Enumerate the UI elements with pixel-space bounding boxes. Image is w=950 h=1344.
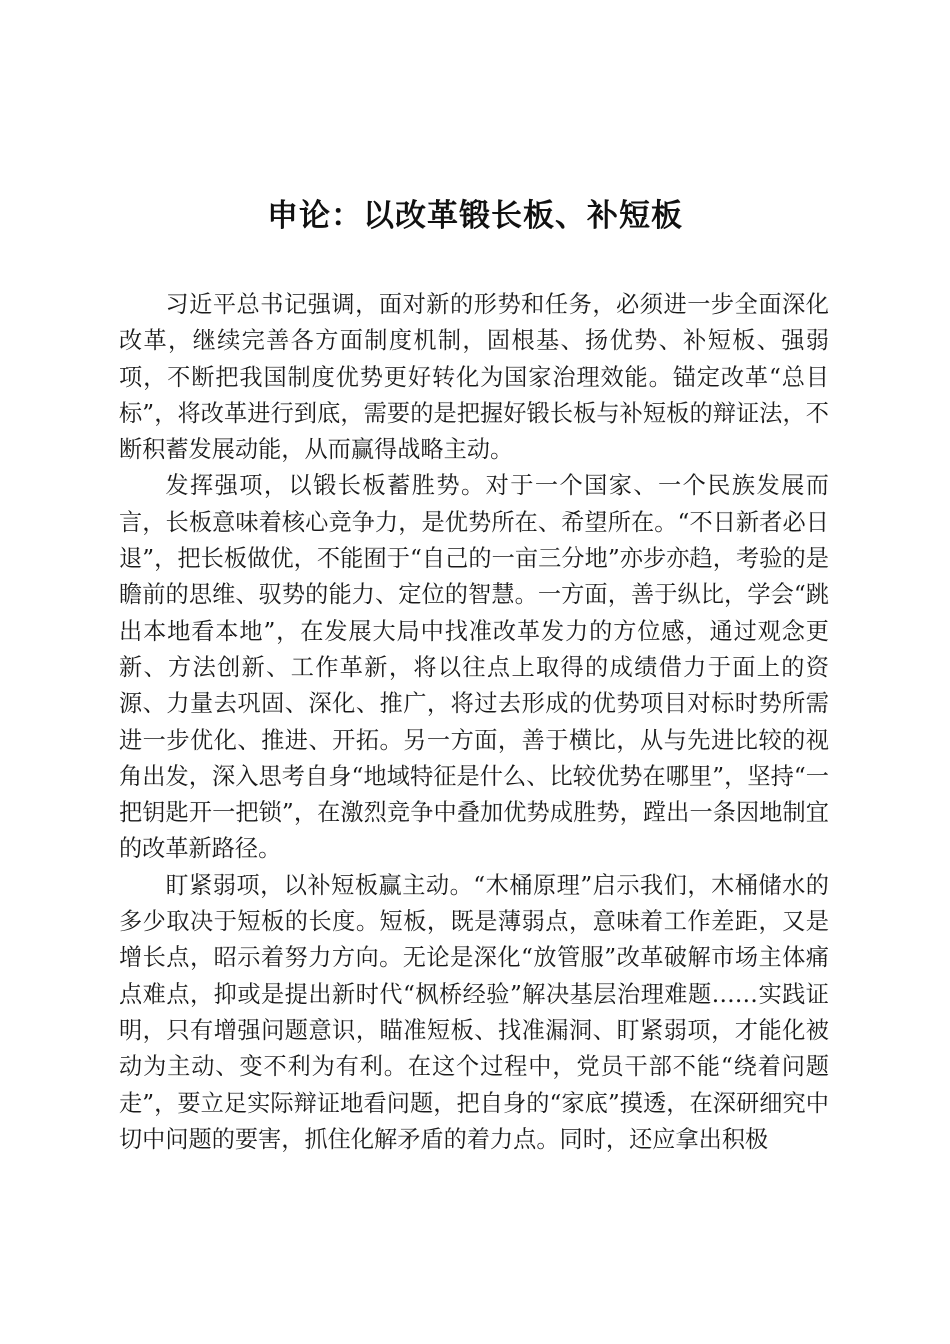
paragraph-3: 盯紧弱项，以补短板赢主动。“木桶原理”启示我们，木桶储水的多少取决于短板的长度。短板，既是薄弱点，意味着工作差距，又是增长点，昭示着努力方向。无论是深化“放管服”改革破解市场主体痛点难点，抑或是提出新时代“枫桥经验”解决基层治理难题……实践证明，只有增强问题意识，瞄准短板、找准漏洞、盯紧弱项，才能化被动为主动、变不利为有利。在这个过程中，党员干部不能“绕着问题走”，要立足实际辩证地看问题，把自身的“家底”摸透，在深研细究中切中问题的要害，抓住化解矛盾的着力点。同时，还应拿出积极 xyxy=(119,871,829,1153)
paragraph-1: 习近平总书记强调，面对新的形势和任务，必须进一步全面深化改革，继续完善各方面制度机制，固根基、扬优势、补短板、强弱项，不断把我国制度优势更好转化为国家治理效能。锚定改革“总目标”，将改革进行到底，需要的是把握好锻长板与补短板的辩证法，不断积蓄发展动能，从而赢得战略主动。 xyxy=(119,291,829,464)
document-title: 申论：以改革锻长板、补短板 xyxy=(267,198,683,234)
paragraph-2: 发挥强项，以锻长板蓄胜势。对于一个国家、一个民族发展而言，长板意味着核心竞争力，是优势所在、希望所在。“不日新者必日退”，把长板做优，不能囿于“自己的一亩三分地”亦步亦趋，考验的是瞻前的思维、驭势的能力、定位的智慧。一方面，善于纵比，学会“跳出本地看本地”，在发展大局中找准改革发力的方位感，通过观念更新、方法创新、工作革新，将以往点上取得的成绩借力于面上的资源、力量去巩固、深化、推广，将过去形成的优势项目对标时势所需进一步优化、推进、开拓。另一方面，善于横比，从与先进比较的视角出发，深入思考自身“地域特征是什么、比较优势在哪里”，坚持“一把钥匙开一把锁”，在激烈竞争中叠加优势成胜势，蹚出一条因地制宜的改革新路径。 xyxy=(119,472,829,863)
document-body xyxy=(119,287,829,1158)
